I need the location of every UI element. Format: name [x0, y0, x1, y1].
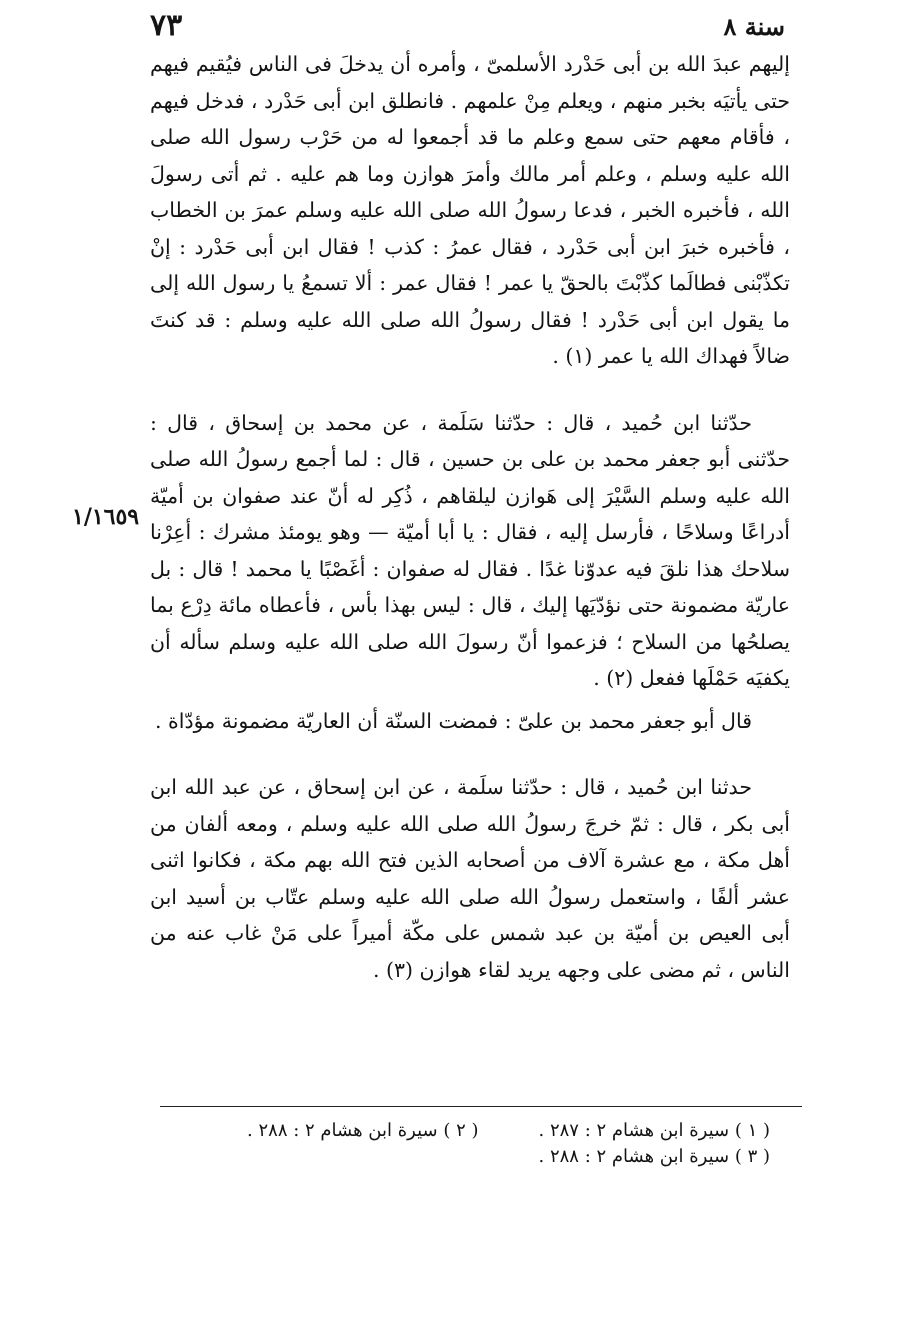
footnote-3: ( ٣ ) سيرة ابن هشام ٢ : ٢٨٨ .	[538, 1146, 770, 1167]
footnote-2: ( ٢ ) سيرة ابن هشام ٢ : ٢٨٨ .	[247, 1120, 479, 1141]
paragraph-1: إليهم عبدَ الله بن أبى حَدْرد الأسلمىّ ، وأمره أن يدخلَ فى الناس فيُقيم فيهم حتى يأتيَه بخبر منهم ، ويعلم مِنْ علمهم . فانطلق ابن أبى حَدْرد ، فدخل فيهم ، فأقام معهم حتى سمع وعلم ما قد أجمعوا له من حَرْب رسول الله صلى الله عليه وسلم ، وعلم أمر مالك وأمرَ هوازن وما هم عليه . ثم أتى رسولَ الله ، فأخبره الخبر ، فدعا رسولُ الله صلى الله عليه وسلم عمرَ بن الخطاب ، فأخبره خبرَ ابن أبى حَدْرد ، فقال عمرُ : كذب ! فقال ابن أبى حَدْرد : إنْ تكذّبْنى فطالَما كذّبْتَ بالحقّ يا عمر ! فقال عمر : ألا تسمعُ يا رسول الله إلى ما يقول ابن أبى حَدْرد ! فقال رسولُ الله صلى الله عليه وسلم : قد كنتَ ضالاً فهداك الله يا عمر (١) .	[150, 52, 790, 368]
running-head-year: سنة ٨	[723, 12, 785, 41]
footnote-row-1	[200, 1118, 770, 1144]
footnote-1: ( ١ ) سيرة ابن هشام ٢ : ٢٨٧ .	[538, 1120, 770, 1141]
page-header	[150, 4, 785, 44]
margin-page-reference: ١/١٦٥٩	[72, 504, 140, 530]
footnote-divider	[160, 1106, 802, 1107]
main-text	[150, 46, 790, 988]
paragraph-4: حدثنا ابن حُميد ، قال : حدّثنا سلَمة ، عن ابن إسحاق ، عن عبد الله ابن أبى بكر ، قال : ثمّ خرجَ رسولُ الله صلى الله عليه وسلم ، ومعه ألفان من أهل مكة ، مع عشرة آلاف من أصحابه الذين فتح الله بهم مكة ، فكانوا اثنى عشر ألفًا ، واستعمل رسولُ الله صلى الله عليه وسلم عتّاب بن أسيد ابن أبى العيص بن أميّة بن عبد شمس على مكّة أميراً على مَنْ غاب عنه من الناس ، ثم مضى على وجهه يريد لقاء هوازن (٣) .	[150, 775, 790, 982]
paragraph-2: حدّثنا ابن حُميد ، قال : حدّثنا سَلَمة ، عن محمد بن إسحاق ، قال : حدّثنى أبو جعفر محمد بن على بن حسين ، قال : لما أجمع رسولُ الله صلى الله عليه وسلم السَّيْرَ إلى هَوازن ليلقاهم ، ذُكِر له أنّ عند صفوان بن أميّة أدراعًا وسلاحًا ، فأرسل إليه ، فقال : يا أبا أميّة — وهو يومئذ مشرك : أعِرْنا سلاحك هذا نلقَ فيه عدوّنا غدًا . فقال له صفوان : أغَصْبًا يا محمد ! قال : بل عاريّة مضمونة حتى نؤدّيَها إليك ، قال : ليس بهذا بأس ، فأعطاه مائة دِرْع بما يصلحُها من السلاح ؛ فزعموا أنّ رسولَ الله صلى الله عليه وسلم سأله أن يكفيَه حَمْلَها ففعل (٢) .	[150, 410, 790, 690]
footnotes	[200, 1118, 770, 1170]
paragraph-3: قال أبو جعفر محمد بن علىّ : فمضت السنّة أن العاريّة مضمونة مؤدّاة .	[155, 708, 752, 733]
page-number: ٧٣	[150, 8, 183, 43]
